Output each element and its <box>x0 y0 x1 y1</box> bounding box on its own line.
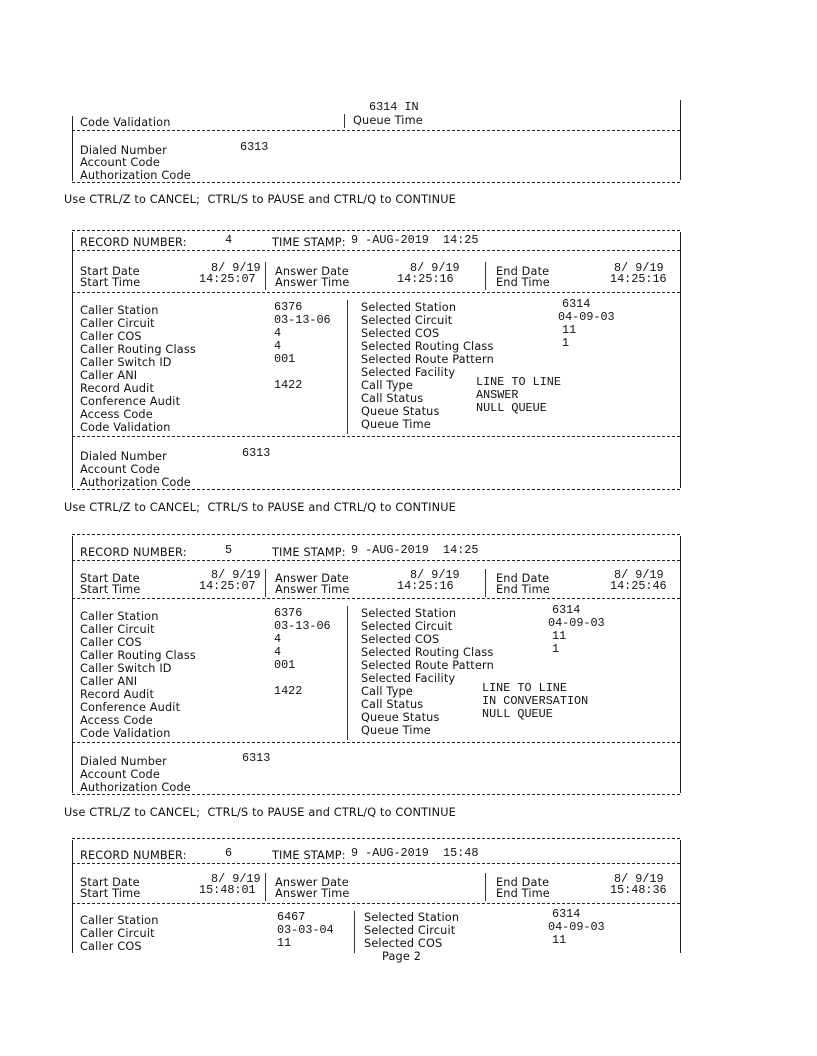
right-border <box>680 840 681 953</box>
separator <box>72 182 680 183</box>
call-status-label: Call Status <box>361 392 424 405</box>
answer-time-label: Answer Time <box>275 276 350 289</box>
answer-time-value: 14:25:16 <box>397 579 454 593</box>
sel-station-value: 6314 <box>552 907 581 921</box>
sel-cos-value: 11 <box>552 933 567 947</box>
end-date-label: End Date <box>496 572 550 585</box>
dialed-number-label: Dialed Number <box>80 755 167 768</box>
separator <box>72 794 680 795</box>
separator <box>72 560 680 561</box>
time-stamp-value: 9 -AUG-2019 14:25 <box>351 543 479 557</box>
divider <box>485 873 486 901</box>
prompt-line: Use CTRL/Z to CANCEL; CTRL/S to PAUSE and CTRL/Q to CONTINUE <box>64 193 456 206</box>
answer-time-label: Answer Time <box>275 887 350 900</box>
end-time-value: 14:25:16 <box>610 272 667 286</box>
separator <box>72 230 680 231</box>
sel-station-value: 6314 <box>552 603 581 617</box>
record-number-label: RECORD NUMBER: <box>80 236 187 249</box>
call-type-value: LINE TO LINE <box>482 681 567 695</box>
start-date-label: Start Date <box>80 265 140 278</box>
separator <box>72 863 680 864</box>
sel-cos-value: 11 <box>552 629 567 643</box>
end-time-label: End Time <box>496 583 550 596</box>
top-divider <box>344 114 345 128</box>
sel-facility-label: Selected Facility <box>361 366 456 379</box>
top-account-label: Account Code <box>80 156 160 169</box>
answer-date-value: 8/ 9/19 <box>410 568 460 582</box>
left-border <box>72 536 73 793</box>
sel-circuit-value: 04-09-03 <box>548 920 605 934</box>
time-stamp-value: 9 -AUG-2019 15:48 <box>351 846 479 860</box>
sel-cos-label: Selected COS <box>361 327 440 340</box>
caller-routing-value: 4 <box>274 645 282 659</box>
caller-station-label: Caller Station <box>80 610 159 623</box>
caller-routing-label: Caller Routing Class <box>80 343 196 356</box>
start-date-value: 8/ 9/19 <box>211 261 261 275</box>
start-date-value: 8/ 9/19 <box>211 568 261 582</box>
start-time-label: Start Time <box>80 887 141 900</box>
caller-circuit-label: Caller Circuit <box>80 927 155 940</box>
auth-code-label: Authorization Code <box>80 781 191 794</box>
divider <box>485 569 486 597</box>
top-code-validation-label: Code Validation <box>80 116 171 129</box>
end-time-label: End Time <box>496 887 550 900</box>
caller-switch-value: 001 <box>274 352 296 366</box>
separator <box>72 742 680 743</box>
record-audit-value: 1422 <box>274 684 303 698</box>
time-stamp-label: TIME STAMP: <box>272 236 346 249</box>
conference-audit-label: Conference Audit <box>80 701 181 714</box>
right-border <box>680 232 681 488</box>
end-date-value: 8/ 9/19 <box>614 872 664 886</box>
caller-ani-label: Caller ANI <box>80 675 138 688</box>
answer-time-value: 14:25:16 <box>397 272 454 286</box>
queue-status-label: Queue Status <box>361 405 440 418</box>
caller-switch-label: Caller Switch ID <box>80 356 172 369</box>
caller-station-value: 6467 <box>277 910 306 924</box>
sel-routing-value: 1 <box>562 336 570 350</box>
account-code-label: Account Code <box>80 768 160 781</box>
caller-cos-label: Caller COS <box>80 330 142 343</box>
caller-circuit-value: 03-03-04 <box>277 923 334 937</box>
sel-facility-label: Selected Facility <box>361 672 456 685</box>
record-number-label: RECORD NUMBER: <box>80 546 187 559</box>
record-audit-label: Record Audit <box>80 382 155 395</box>
end-date-value: 8/ 9/19 <box>614 261 664 275</box>
caller-ani-label: Caller ANI <box>80 369 138 382</box>
queue-status-value: NULL QUEUE <box>476 401 547 415</box>
caller-routing-label: Caller Routing Class <box>80 649 196 662</box>
conference-audit-label: Conference Audit <box>80 395 181 408</box>
sel-circuit-value: 04-09-03 <box>558 310 615 324</box>
divider <box>265 569 266 597</box>
sel-route-pattern-label: Selected Route Pattern <box>361 659 494 672</box>
separator <box>72 903 680 904</box>
answer-time-label: Answer Time <box>275 583 350 596</box>
sel-cos-value: 11 <box>562 323 577 337</box>
prompt-line: Use CTRL/Z to CANCEL; CTRL/S to PAUSE and CTRL/Q to CONTINUE <box>64 501 456 514</box>
sel-circuit-value: 04-09-03 <box>548 616 605 630</box>
sel-station-label: Selected Station <box>364 911 460 924</box>
sel-cos-label: Selected COS <box>361 633 440 646</box>
start-time-value: 14:25:07 <box>199 579 256 593</box>
time-stamp-value: 9 -AUG-2019 14:25 <box>351 233 479 247</box>
caller-cos-value: 11 <box>277 936 292 950</box>
top-dialed-label: Dialed Number <box>80 144 167 157</box>
queue-status-label: Queue Status <box>361 711 440 724</box>
start-time-label: Start Time <box>80 583 141 596</box>
top-queue-value: 6314 IN <box>369 100 419 114</box>
caller-cos-label: Caller COS <box>80 636 142 649</box>
call-status-value: IN CONVERSATION <box>482 694 589 708</box>
separator <box>72 598 680 599</box>
separator <box>72 436 680 437</box>
top-dialed-value: 6313 <box>240 140 269 154</box>
queue-time-label: Queue Time <box>361 724 431 737</box>
sel-route-pattern-label: Selected Route Pattern <box>361 353 494 366</box>
account-code-label: Account Code <box>80 463 160 476</box>
top-queue-time-label: Queue Time <box>353 114 423 127</box>
call-type-value: LINE TO LINE <box>476 375 561 389</box>
separator <box>72 250 680 251</box>
start-time-label: Start Time <box>80 276 141 289</box>
end-date-label: End Date <box>496 265 550 278</box>
access-code-label: Access Code <box>80 408 153 421</box>
answer-date-value: 8/ 9/19 <box>410 261 460 275</box>
call-type-label: Call Type <box>361 685 413 698</box>
end-date-value: 8/ 9/19 <box>614 568 664 582</box>
answer-date-label: Answer Date <box>275 265 349 278</box>
start-time-value: 15:48:01 <box>199 883 256 897</box>
call-status-value: ANSWER <box>476 388 519 402</box>
sel-circuit-label: Selected Circuit <box>361 620 453 633</box>
left-border <box>72 840 73 953</box>
divider <box>485 262 486 290</box>
caller-circuit-label: Caller Circuit <box>80 623 155 636</box>
sel-station-value: 6314 <box>562 297 591 311</box>
code-validation-label: Code Validation <box>80 421 171 434</box>
divider <box>347 606 348 740</box>
separator <box>72 838 680 839</box>
dialed-number-label: Dialed Number <box>80 450 167 463</box>
divider <box>354 911 355 953</box>
caller-circuit-value: 03-13-06 <box>274 619 331 633</box>
caller-switch-value: 001 <box>274 658 296 672</box>
right-border <box>680 100 681 180</box>
call-type-label: Call Type <box>361 379 413 392</box>
sel-circuit-label: Selected Circuit <box>361 314 453 327</box>
sel-station-label: Selected Station <box>361 301 457 314</box>
divider <box>265 873 266 901</box>
caller-cos-value: 4 <box>274 632 282 646</box>
end-time-label: End Time <box>496 276 550 289</box>
auth-code-label: Authorization Code <box>80 476 191 489</box>
record-audit-label: Record Audit <box>80 688 155 701</box>
record-number-value: 5 <box>225 543 233 557</box>
start-time-value: 14:25:07 <box>199 272 256 286</box>
caller-cos-label: Caller COS <box>80 940 142 953</box>
start-date-label: Start Date <box>80 876 140 889</box>
dialed-number-value: 6313 <box>242 751 271 765</box>
record-number-value: 4 <box>225 233 233 247</box>
caller-cos-value: 4 <box>274 326 282 340</box>
record-audit-value: 1422 <box>274 378 303 392</box>
sel-routing-value: 1 <box>552 642 560 656</box>
caller-station-value: 6376 <box>274 300 303 314</box>
call-status-label: Call Status <box>361 698 424 711</box>
caller-station-value: 6376 <box>274 606 303 620</box>
caller-station-label: Caller Station <box>80 304 159 317</box>
left-border <box>72 116 73 181</box>
divider <box>265 262 266 290</box>
separator <box>72 534 680 535</box>
divider <box>347 300 348 434</box>
separator <box>72 130 680 131</box>
caller-switch-label: Caller Switch ID <box>80 662 172 675</box>
caller-station-label: Caller Station <box>80 914 159 927</box>
caller-routing-value: 4 <box>274 339 282 353</box>
top-auth-label: Authorization Code <box>80 169 191 182</box>
record-number-label: RECORD NUMBER: <box>80 849 187 862</box>
sel-routing-label: Selected Routing Class <box>361 340 494 353</box>
time-stamp-label: TIME STAMP: <box>272 849 346 862</box>
prompt-line: Use CTRL/Z to CANCEL; CTRL/S to PAUSE and CTRL/Q to CONTINUE <box>64 806 456 819</box>
queue-time-label: Queue Time <box>361 418 431 431</box>
time-stamp-label: TIME STAMP: <box>272 546 346 559</box>
caller-circuit-value: 03-13-06 <box>274 313 331 327</box>
answer-date-label: Answer Date <box>275 876 349 889</box>
right-border <box>680 536 681 793</box>
end-time-value: 14:25:46 <box>610 579 667 593</box>
sel-cos-label: Selected COS <box>364 937 443 950</box>
access-code-label: Access Code <box>80 714 153 727</box>
left-border <box>72 232 73 488</box>
queue-status-value: NULL QUEUE <box>482 707 553 721</box>
end-date-label: End Date <box>496 876 550 889</box>
end-time-value: 15:48:36 <box>610 883 667 897</box>
record-number-value: 6 <box>225 846 233 860</box>
caller-circuit-label: Caller Circuit <box>80 317 155 330</box>
code-validation-label: Code Validation <box>80 727 171 740</box>
page-number: Page 2 <box>382 950 422 963</box>
start-date-value: 8/ 9/19 <box>211 872 261 886</box>
separator <box>72 292 680 293</box>
sel-station-label: Selected Station <box>361 607 457 620</box>
sel-routing-label: Selected Routing Class <box>361 646 494 659</box>
dialed-number-value: 6313 <box>242 446 271 460</box>
separator <box>72 489 680 490</box>
sel-circuit-label: Selected Circuit <box>364 924 456 937</box>
answer-date-label: Answer Date <box>275 572 349 585</box>
start-date-label: Start Date <box>80 572 140 585</box>
